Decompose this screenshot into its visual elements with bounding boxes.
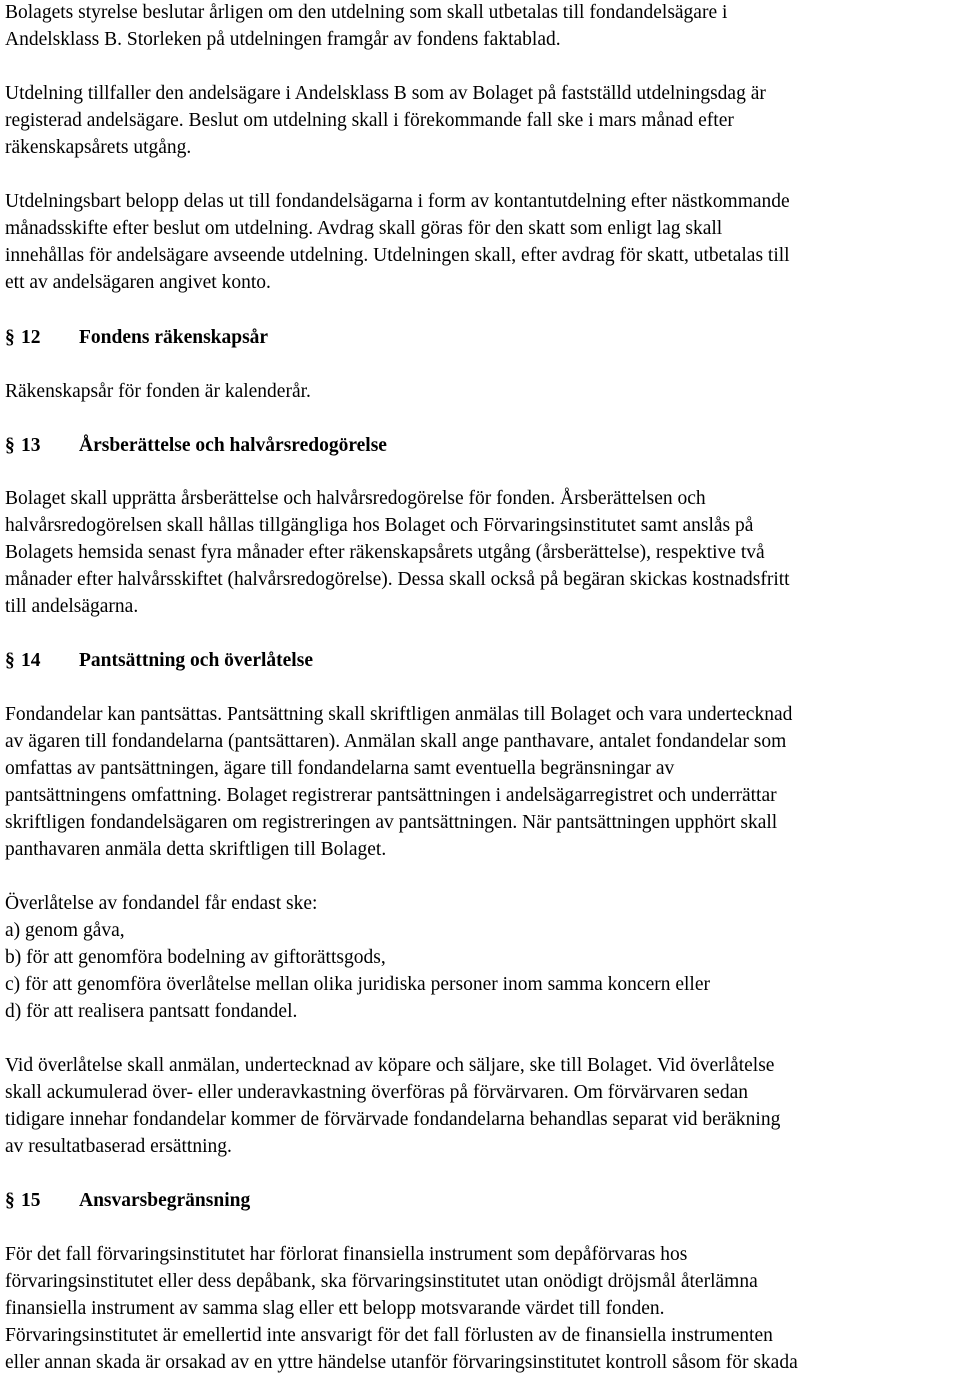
section-heading-12	[5, 324, 268, 351]
paragraph-line: innehållas för andelsägare avseende utdelning. Utdelningen skall, efter avdrag för skatt, utbetalas till	[5, 245, 790, 266]
section-title: Fondens räkenskapsår	[79, 327, 269, 348]
paragraph-line: månader efter halvårsskiftet (halvårsredogörelse). Dessa skall också på begäran skickas kostnadsfritt	[5, 569, 790, 590]
paragraph-line: Fondandelar kan pantsättas. Pantsättning skall skriftligen anmälas till Bolaget och vara undertecknad	[5, 704, 793, 725]
paragraph-line: tidigare innehar fondandelar kommer de förvärvade fondandelarna behandlas separat vid beräkning	[5, 1109, 781, 1130]
paragraph-line: Andelsklass B. Storleken på utdelningen framgår av fondens faktablad.	[5, 29, 561, 50]
paragraph-line: Utdelningsbart belopp delas ut till fondandelsägarna i form av kontantutdelning efter nästkommande	[5, 191, 790, 212]
section-number: 14	[21, 650, 41, 671]
paragraph-line: Förvaringsinstitutet är emellertid inte ansvarigt för det fall förlusten av de finansiella instrumenten	[5, 1325, 773, 1346]
paragraph-line: Bolagets styrelse beslutar årligen om den utdelning som skall utbetalas till fondandelsägare i	[5, 2, 728, 23]
paragraph-line: omfattas av pantsättningen, ägare till fondandelarna samt eventuella begränsningar av	[5, 758, 675, 779]
paragraph-line: panthavaren anmäla detta skriftligen till Bolaget.	[5, 839, 387, 860]
paragraph-line: månadsskifte efter beslut om utdelning. Avdrag skall göras för den skatt som enligt lag skall	[5, 218, 723, 239]
paragraph-line: Bolaget skall upprätta årsberättelse och halvårsredogörelse för fonden. Årsberättelsen och	[5, 488, 706, 509]
paragraph-line: eller annan skada är orsakad av en yttre händelse utanför förvaringsinstitutet kontroll såsom för skada	[5, 1352, 798, 1373]
paragraph-line: finansiella instrument av samma slag eller ett belopp motsvarande värdet till fonden.	[5, 1298, 665, 1319]
section-number: 15	[21, 1190, 41, 1211]
section-symbol: §	[5, 327, 15, 348]
section-title: Ansvarsbegränsning	[79, 1190, 251, 1211]
section-title: Årsberättelse och halvårsredogörelse	[79, 435, 387, 456]
paragraph-line: halvårsredogörelsen skall hållas tillgängliga hos Bolaget och Förvaringsinstitutet samt anslås på	[5, 515, 754, 536]
paragraph-line: av ägaren till fondandelarna (pantsättaren). Anmälan skall ange panthavare, antalet fondandelar som	[5, 731, 787, 752]
section-symbol: §	[5, 435, 15, 456]
paragraph-line: Vid överlåtelse skall anmälan, undertecknad av köpare och säljare, ske till Bolaget. Vid överlåtelse	[5, 1055, 775, 1076]
paragraph-line: Räkenskapsår för fonden är kalenderår.	[5, 381, 311, 402]
paragraph-line: ett av andelsägaren angivet konto.	[5, 272, 271, 293]
section-heading-14	[5, 647, 313, 674]
paragraph-line: Utdelning tillfaller den andelsägare i Andelsklass B som av Bolaget på fastställd utdelningsdag är	[5, 83, 766, 104]
section-number: 13	[21, 435, 41, 456]
section-title: Pantsättning och överlåtelse	[79, 650, 313, 671]
paragraph-line: räkenskapsårets utgång.	[5, 137, 192, 158]
list-item: b) för att genomföra bodelning av giftorättsgods,	[5, 947, 386, 968]
paragraph-line: registerad andelsägare. Beslut om utdelning skall i förekommande fall ske i mars månad efter	[5, 110, 734, 131]
list-item: d) för att realisera pantsatt fondandel.	[5, 1001, 298, 1022]
paragraph-line: förvaringsinstitutet eller dess depåbank, ska förvaringsinstitutet utan onödigt dröjsmål återlämna	[5, 1271, 758, 1292]
paragraph-line: skriftligen fondandelsägaren om registreringen av pantsättningen. När pantsättningen upphört skall	[5, 812, 778, 833]
paragraph-line: skall ackumulerad över- eller underavkastning överföras på förvärvaren. Om förvärvaren sedan	[5, 1082, 748, 1103]
paragraph-line: För det fall förvaringsinstitutet har förlorat finansiella instrument som depåförvaras hos	[5, 1244, 688, 1265]
section-number: 12	[21, 327, 41, 348]
paragraph-line: Bolagets hemsida senast fyra månader efter räkenskapsårets utgång (årsberättelse), respektive två	[5, 542, 765, 563]
list-item: c) för att genomföra överlåtelse mellan olika juridiska personer inom samma koncern eller	[5, 974, 710, 995]
paragraph-line: pantsättningens omfattning. Bolaget registrerar pantsättningen i andelsägarregistret och underrättar	[5, 785, 777, 806]
section-symbol: §	[5, 650, 15, 671]
list-item: a) genom gåva,	[5, 920, 125, 941]
paragraph-line: Överlåtelse av fondandel får endast ske:	[5, 893, 318, 914]
section-heading-13	[5, 432, 387, 459]
section-symbol: §	[5, 1190, 15, 1211]
section-heading-15	[5, 1187, 250, 1214]
paragraph-line: av resultatbaserad ersättning.	[5, 1136, 232, 1157]
paragraph-line: till andelsägarna.	[5, 596, 139, 617]
